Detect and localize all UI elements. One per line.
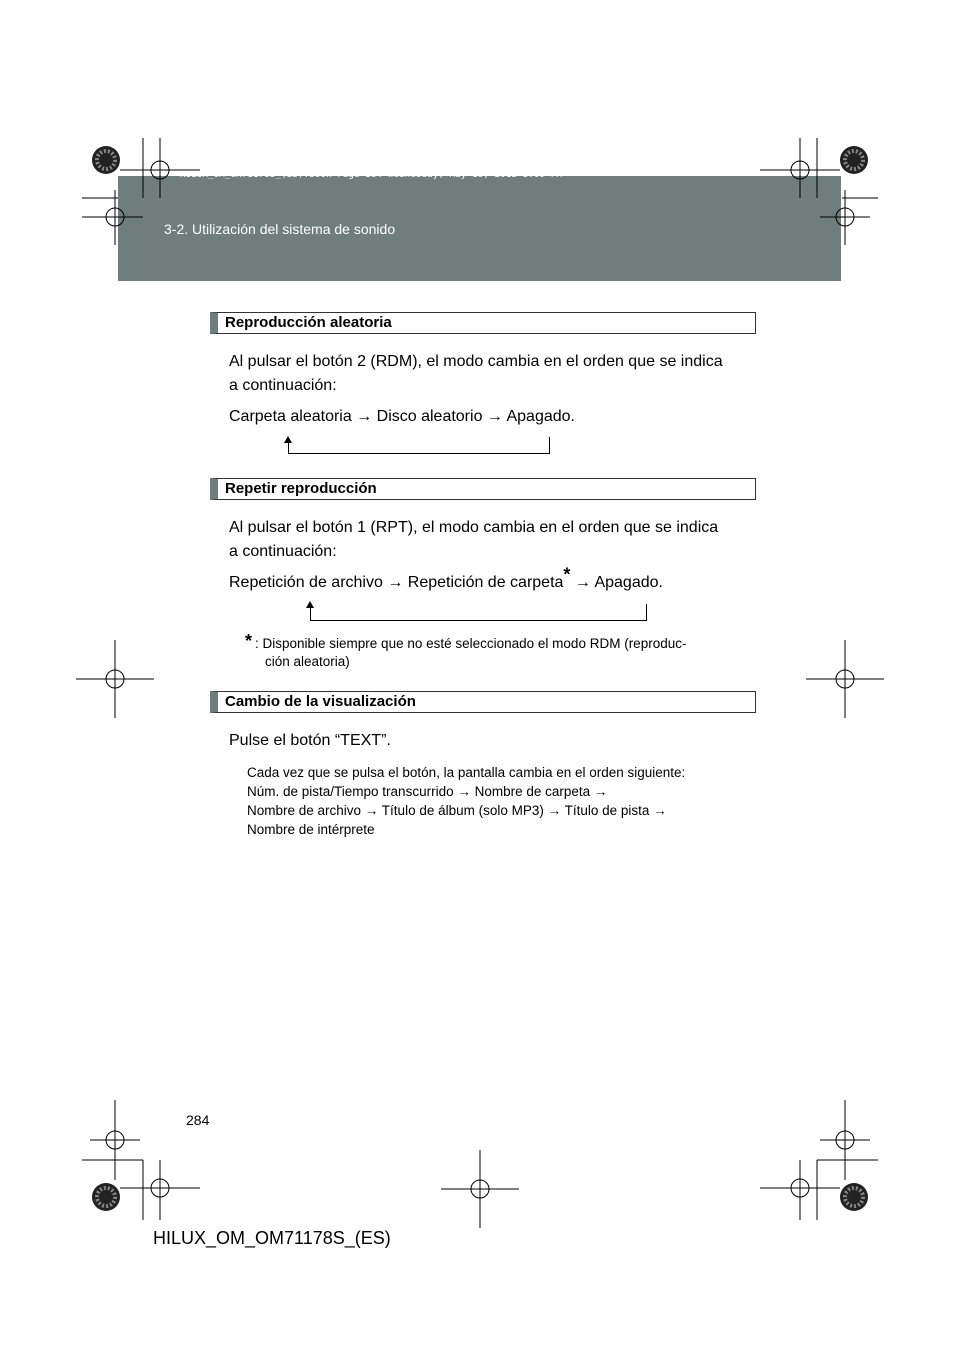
repeat-body-line1: Al pulsar el botón 1 (RPT), el modo cambia en el orden que se indica <box>229 519 719 536</box>
section-heading-text: Cambio de la visualización <box>225 693 416 710</box>
display-body: Pulse el botón “TEXT”. <box>229 732 391 749</box>
footnote-line1: : Disponible siempre que no esté seleccionado el modo RDM (reproduc- <box>255 636 687 651</box>
random-body-line1: Al pulsar el botón 2 (RDM), el modo cambia en el orden que se indica <box>229 353 723 370</box>
page-number: 284 <box>186 1112 210 1128</box>
section-label: 3-2. Utilización del sistema de sonido <box>164 221 396 237</box>
footnote-line2: ción aleatoria) <box>265 654 350 669</box>
footnote-mark: * <box>563 564 571 585</box>
display-detail-line4: Nombre de intérprete <box>247 822 375 837</box>
repeat-sequence-start: Repetición de archivo → Repetición de carpeta <box>229 574 564 591</box>
display-detail-line3: Nombre de archivo → Título de álbum (solo MP3) → Título de pista → <box>247 803 667 818</box>
repeat-sequence-end: → Apagado. <box>570 574 663 591</box>
registration-disc-icon <box>92 146 868 1211</box>
random-body-line2: a continuación: <box>229 377 337 394</box>
footnote-star: * <box>245 631 253 651</box>
random-sequence: Carpeta aleatoria → Disco aleatorio → Apagado. <box>229 408 575 425</box>
section-heading-text: Reproducción aleatoria <box>225 314 392 331</box>
display-detail-line2: Núm. de pista/Tiempo transcurrido → Nombre de carpeta → <box>247 784 608 799</box>
repeat-body-line2: a continuación: <box>229 543 337 560</box>
print-stamp: HILUX_OM_OM71178S_(ES).book Page 284 Wednesday, May 16, 2012 3:09 PM <box>180 170 563 180</box>
section-heading-text: Repetir reproducción <box>225 480 377 497</box>
display-detail-line1: Cada vez que se pulsa el botón, la pantalla cambia en el orden siguiente: <box>247 765 686 780</box>
doc-code: HILUX_OM_OM71178S_(ES) <box>153 1228 391 1248</box>
